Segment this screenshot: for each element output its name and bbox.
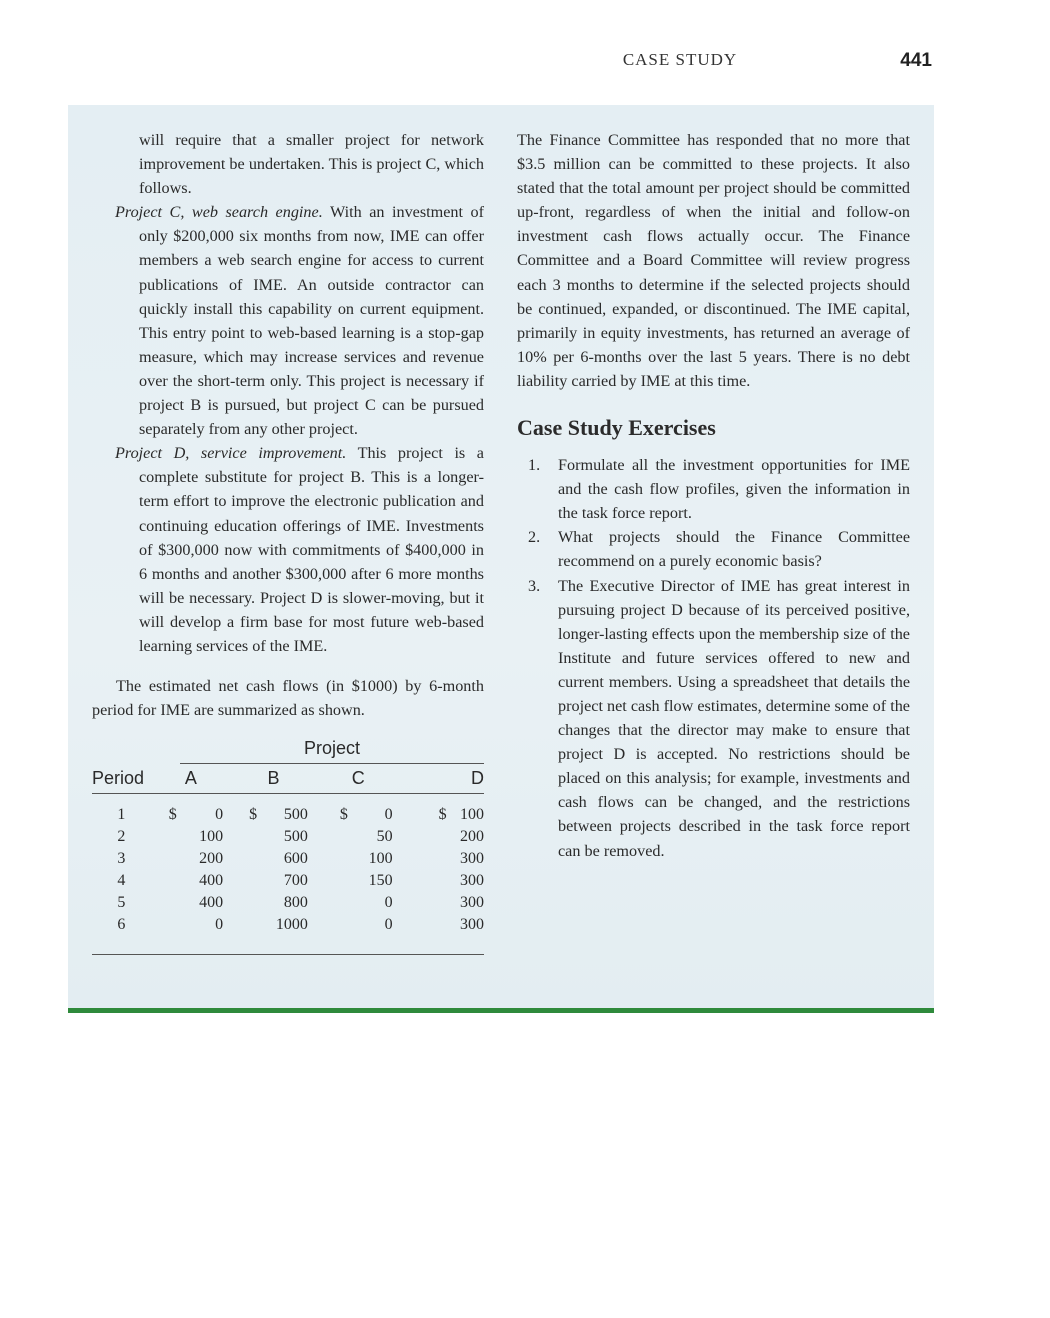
value-cell-d: 200 <box>460 828 484 846</box>
value-cell-d: $ 100 <box>438 806 484 824</box>
value-cell-a: 400 <box>199 872 224 890</box>
period-cell: 3 <box>117 850 126 868</box>
page-number: 441 <box>900 50 932 71</box>
green-divider <box>68 1008 934 1013</box>
value-cell-a: $ 0 <box>168 806 224 824</box>
table-row <box>92 870 484 892</box>
value-cell-b: 500 <box>283 828 308 846</box>
exercises-heading: Case Study Exercises <box>517 415 716 441</box>
value-cell-d: 300 <box>460 872 484 890</box>
col-header-c: C <box>316 764 401 794</box>
right-column <box>517 128 910 863</box>
exercise-list <box>517 453 910 863</box>
table-row <box>92 892 484 914</box>
finance-committee-paragraph: The Finance Committee has responded that no more that $3.5 million can be committed to these projects. It also stated that the total amount per project should be committed up-front, regardless of when the initial and follow-on investment cash flows actually occur. The Finance Committee and a Board Committee will review progress each 3 months to determine if the selected projects should be continued, expanded, or discontinued. The IME capital, primarily in equity investments, has returned an average of 10% per 6-months over the last 5 years. There is no debt liability carried by IME at this time. <box>517 131 910 390</box>
value-cell-c: 0 <box>384 916 393 934</box>
value-cell-d: 300 <box>460 894 484 912</box>
continuation-paragraph: will require that a smaller project for network improvement be undertaken. This is project C, which follows. <box>139 131 484 198</box>
project-c-label: Project C, web search engine. <box>115 203 323 222</box>
value-cell-b: 600 <box>283 850 308 868</box>
value-cell-d: 300 <box>460 850 484 868</box>
period-cell: 1 <box>117 806 126 824</box>
value-cell-a: 200 <box>199 850 224 868</box>
col-header-a: A <box>151 764 231 794</box>
value-cell-a: 100 <box>199 828 224 846</box>
value-cell-b: 700 <box>283 872 308 890</box>
cash-flow-summary: The estimated net cash flows (in $1000) by 6-month period for IME are summarized as shown. <box>92 677 484 720</box>
value-cell-b: 800 <box>283 894 308 912</box>
table-row <box>92 848 484 870</box>
value-cell-c: 150 <box>368 872 393 890</box>
project-d-text: This project is a complete substitute for project B. This is a longer-term effort to improve the electronic publication and continuing education offerings of IME. Investments of $300,000 now with commitments of $400,000 in 6 months and another $300,000 after 6 more months will be necessary. Project D is slower-moving, but it will develop a firm base for most future web-based learning services of the IME. <box>139 444 484 655</box>
left-column <box>92 128 484 955</box>
table-row <box>92 826 484 848</box>
value-cell-c: 50 <box>376 828 393 846</box>
table-row <box>92 794 484 827</box>
project-group-header: Project <box>180 738 484 764</box>
value-cell-c: $ 0 <box>339 806 393 824</box>
project-d-paragraph <box>92 441 484 658</box>
exercise-item: 1. Formulate all the investment opportunities for IME and the cash flow profiles, given the information in the task force report. <box>528 456 910 523</box>
table-bottom-rule <box>92 954 484 955</box>
col-header-d: D <box>401 764 484 794</box>
value-cell-d: 300 <box>460 916 484 934</box>
exercise-item: 2. What projects should the Finance Committee recommend on a purely economic basis? <box>528 528 910 571</box>
value-cell-b: $ 500 <box>249 806 308 824</box>
col-header-period: Period <box>92 764 151 794</box>
project-c-text: With an investment of only $200,000 six months from now, IME can offer members a web search engine for access to current publications of IME. An outside contractor can quickly install this capability on current equipment. This entry point to web-based learning is a stop-gap measure, which may increase services and revenue over the short-term only. This project is necessary if project B is pursued, but project C can be pursued separately from any other project. <box>139 203 484 439</box>
value-cell-b: 1000 <box>275 916 308 934</box>
period-cell: 5 <box>117 894 126 912</box>
value-cell-a: 400 <box>199 894 224 912</box>
value-cell-a: 0 <box>215 916 224 934</box>
value-cell-c: 100 <box>368 850 393 868</box>
cash-flow-table <box>92 764 484 936</box>
exercise-item: 3. The Executive Director of IME has great interest in pursuing project D because of its perceived positive, longer-lasting effects upon the membership size of the Institute and future services offered to new and current members. Using a spreadsheet that details the project net cash flow estimates, determine some of the changes that the director may make to ensure that project D is accepted. No restrictions should be placed on this analysis; for example, investments and cash flows can be changed, and the restrictions between projects described in the task force report can be removed. <box>528 576 910 860</box>
period-cell: 6 <box>117 916 126 934</box>
table-row <box>92 914 484 936</box>
cash-flow-table-wrap <box>92 738 484 955</box>
value-cell-c: 0 <box>384 894 393 912</box>
period-cell: 2 <box>117 828 126 846</box>
period-cell: 4 <box>117 872 126 890</box>
col-header-b: B <box>231 764 316 794</box>
project-d-label: Project D, service improvement. <box>115 444 347 463</box>
project-c-paragraph <box>92 200 484 441</box>
running-header: CASE STUDY <box>622 50 738 69</box>
